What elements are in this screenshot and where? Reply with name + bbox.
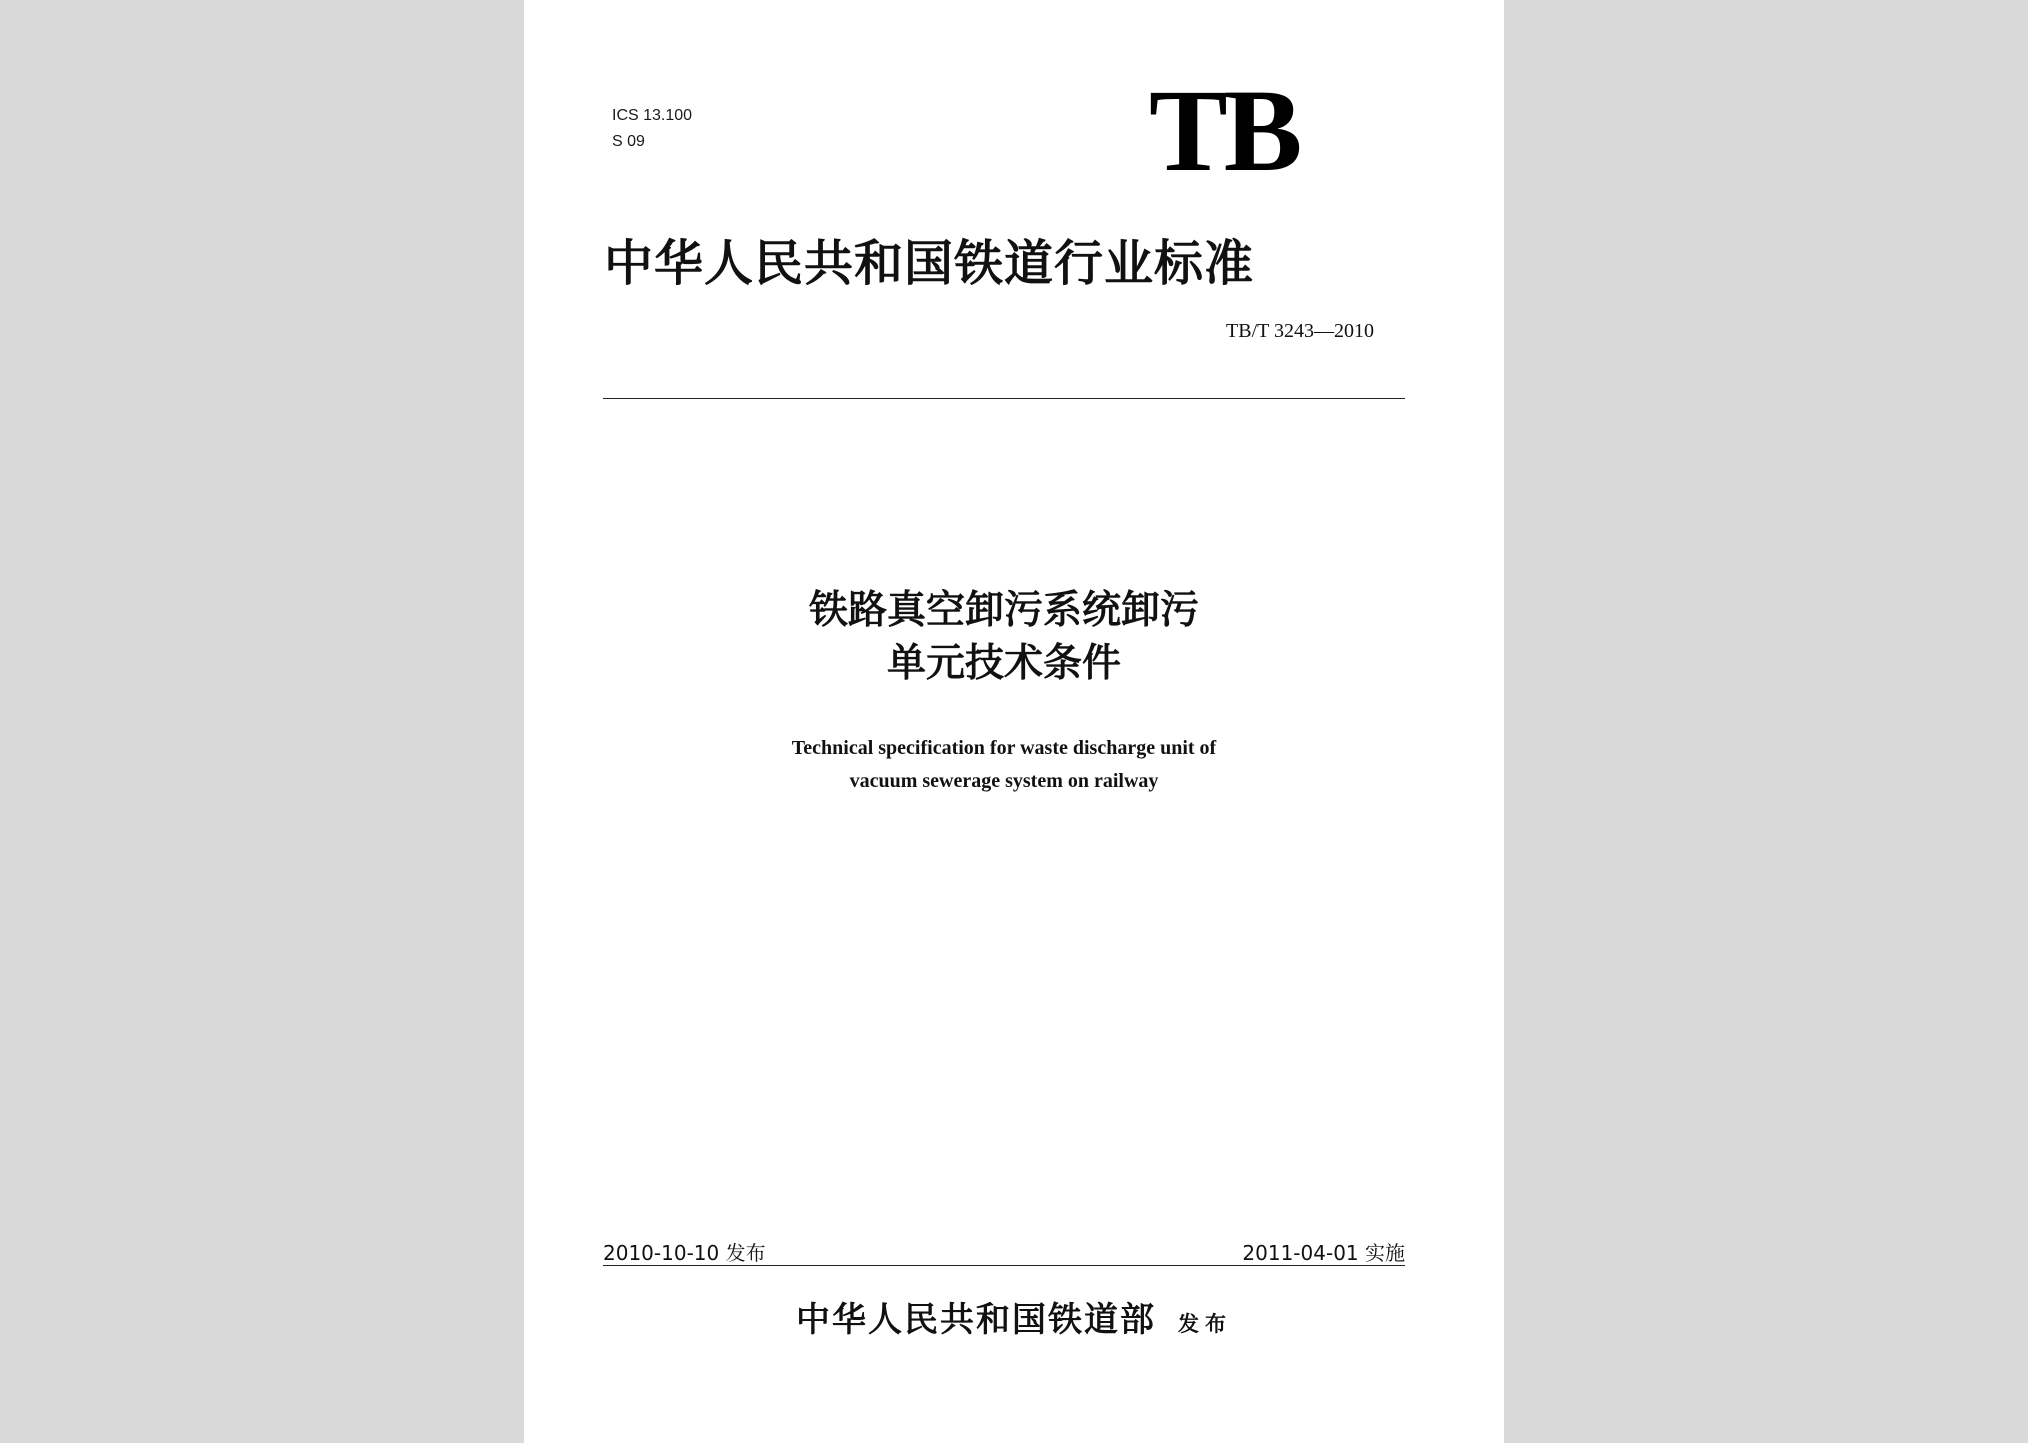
title-cn-line-2: 单元技术条件 xyxy=(886,641,1121,686)
title-en-line-1: Technical specification for waste discharge unit of xyxy=(791,737,1217,759)
bottom-divider xyxy=(603,1265,1405,1266)
title-cn-line-1: 铁路真空卸污系统卸污 xyxy=(808,588,1199,633)
document-page xyxy=(524,0,1504,1443)
classification-codes xyxy=(612,103,692,155)
publisher-line xyxy=(524,1292,1504,1341)
tb-logo: TB xyxy=(1149,65,1299,196)
publisher-action: 发布 xyxy=(1178,1312,1232,1336)
effective-date: 2011-04-01 实施 xyxy=(1242,1241,1405,1265)
date-row xyxy=(603,1238,1405,1268)
standard-number: TB/T 3243—2010 xyxy=(1226,320,1374,342)
release-date: 2010-10-10 发布 xyxy=(603,1241,766,1265)
top-divider xyxy=(603,398,1405,399)
publisher-name: 中华人民共和国铁道部 xyxy=(796,1300,1156,1340)
classification-code: S 09 xyxy=(612,133,645,150)
document-title-en xyxy=(524,732,1484,798)
ics-code: ICS 13.100 xyxy=(612,107,693,124)
title-en-line-2: vacuum sewerage system on railway xyxy=(849,770,1159,792)
document-title-cn xyxy=(524,584,1484,690)
standard-title: 中华人民共和国铁道行业标准 xyxy=(604,235,1255,292)
